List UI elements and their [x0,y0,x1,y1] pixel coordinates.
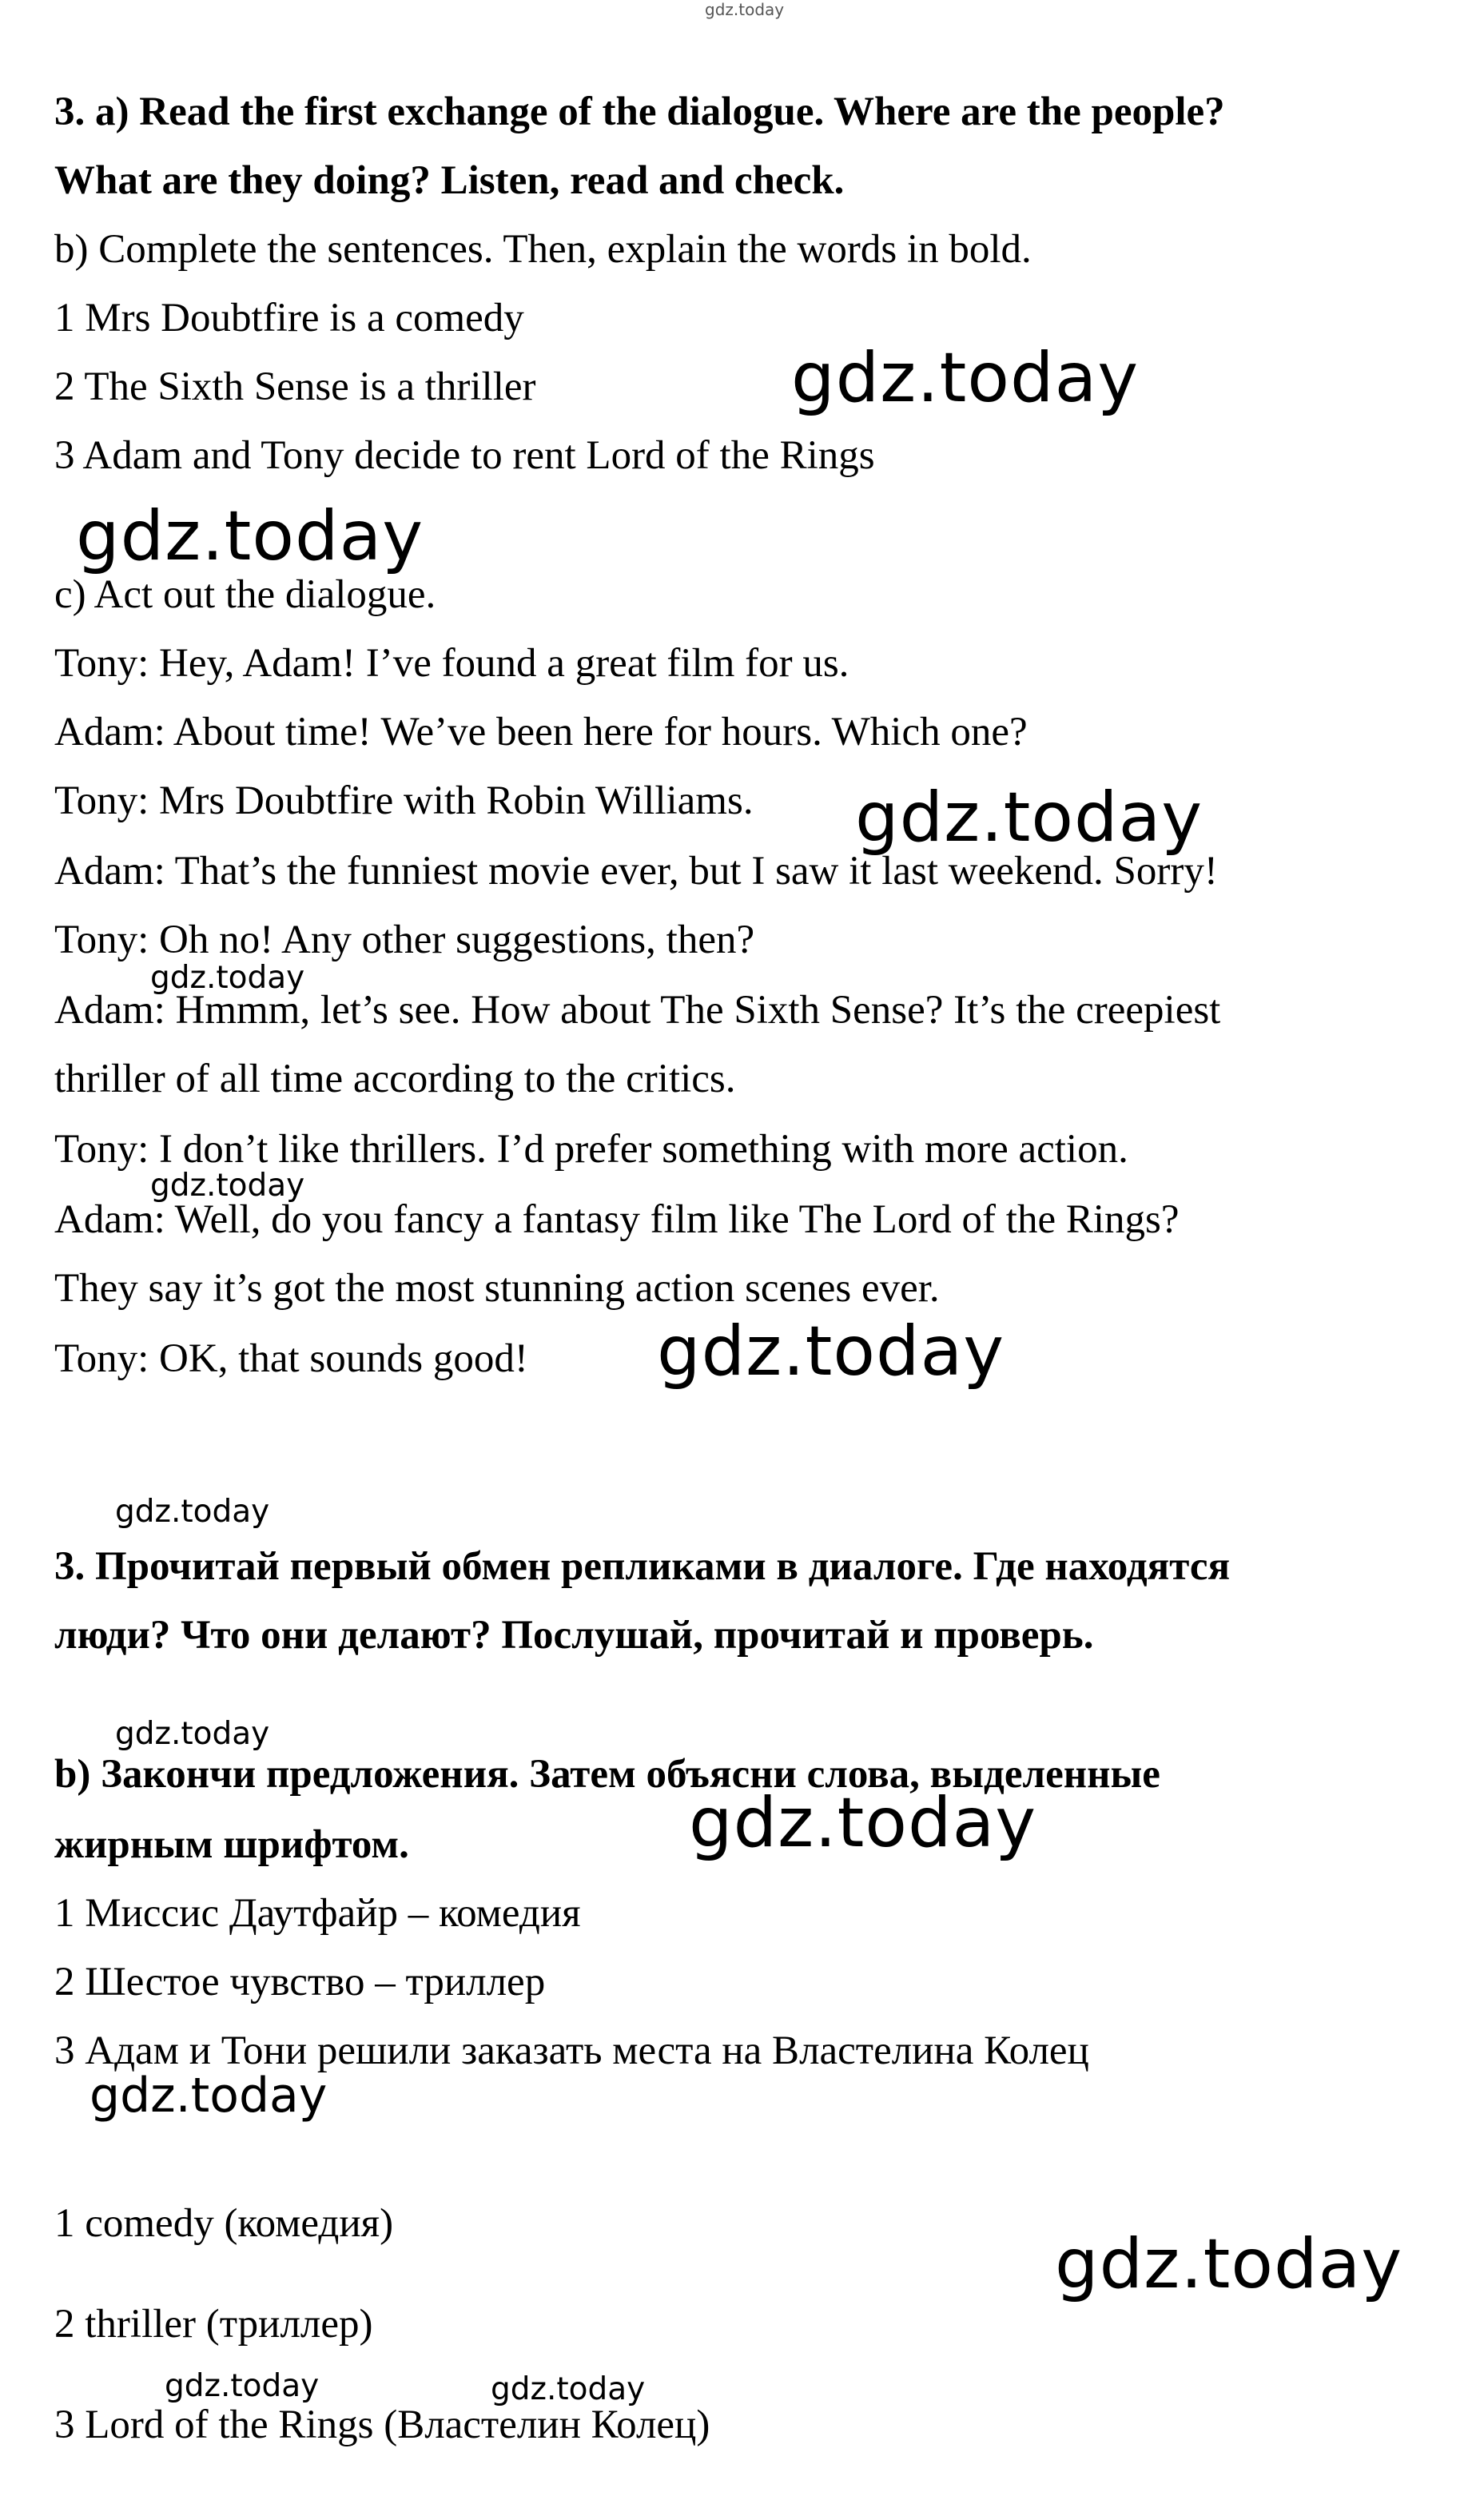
dialogue-line-4: Adam: That’s the funniest movie ever, but I saw it last weekend. Sorry! [54,849,1218,894]
watermark: gdz.today [115,1716,270,1752]
watermark: gdz.today [90,2068,328,2124]
answer-1: 1 comedy (комедия) [54,2201,394,2246]
dialogue-line-1: Tony: Hey, Adam! I’ve found a great film for us. [54,641,849,686]
watermark: gdz.today [115,1494,270,1530]
dialogue-line-3: Tony: Mrs Doubtfire with Robin Williams. [54,778,754,823]
watermark: gdz.today [791,338,1140,418]
dialogue-line-10: They say it’s got the most stunning action scenes ever. [54,1266,940,1311]
ru-task-b-line1: b) Закончи предложения. Затем объясни слова, выделенные [54,1752,1160,1797]
dialogue-line-8: Tony: I don’t like thrillers. I’d prefer something with more action. [54,1127,1128,1172]
ru-sentence-3: 3 Адам и Тони решили заказать места на Властелина Колец [54,2028,1089,2073]
dialogue-line-9: Adam: Well, do you fancy a fantasy film like The Lord of the Rings? [54,1197,1180,1242]
watermark: gdz.today [76,496,424,576]
ru-task-b-line2: жирным шрифтом. [54,1822,409,1867]
watermark: gdz.today [1055,2224,1403,2304]
sentence-1: 1 Mrs Doubtfire is a comedy [54,296,524,340]
sentence-3: 3 Adam and Tony decide to rent Lord of the Rings [54,433,875,478]
ru-sentence-1: 1 Миссис Даутфайр – комедия [54,1891,581,1936]
ru-task3-line1: 3. Прочитай первый обмен репликами в диалоге. Где находятся [54,1544,1231,1589]
answer-2: 2 thriller (триллер) [54,2302,373,2347]
dialogue-line-5: Tony: Oh no! Any other suggestions, then? [54,918,755,962]
watermark: gdz.today [165,2368,320,2404]
watermark: gdz.today [689,1783,1037,1863]
watermark: gdz.today [150,1168,305,1204]
watermark-top: gdz.today [705,0,785,19]
sentence-2: 2 The Sixth Sense is a thriller [54,364,536,409]
task-a-heading-line1: 3. a) Read the first exchange of the dialogue. Where are the people? [54,90,1225,134]
dialogue-line-6: Adam: Hmmm, let’s see. How about The Sixth Sense? It’s the creepiest [54,988,1221,1033]
task-a-heading-line2: What are they doing? Listen, read and check. [54,158,845,203]
watermark: gdz.today [855,778,1204,858]
ru-task3-line2: люди? Что они делают? Послушай, прочитай и проверь. [54,1613,1094,1658]
task-c-instruction: c) Act out the dialogue. [54,572,436,617]
dialogue-line-2: Adam: About time! We’ve been here for hours. Which one? [54,710,1028,754]
task-b-instruction: b) Complete the sentences. Then, explain the words in bold. [54,227,1032,272]
dialogue-line-7: thriller of all time according to the critics. [54,1057,736,1101]
answer-3: 3 Lord of the Rings (Властелин Колец) [54,2403,710,2447]
dialogue-line-11: Tony: OK, that sounds good! [54,1336,528,1381]
ru-sentence-2: 2 Шестое чувство – триллер [54,1960,546,2004]
watermark: gdz.today [491,2371,646,2407]
watermark: gdz.today [150,960,305,996]
watermark: gdz.today [657,1312,1005,1391]
